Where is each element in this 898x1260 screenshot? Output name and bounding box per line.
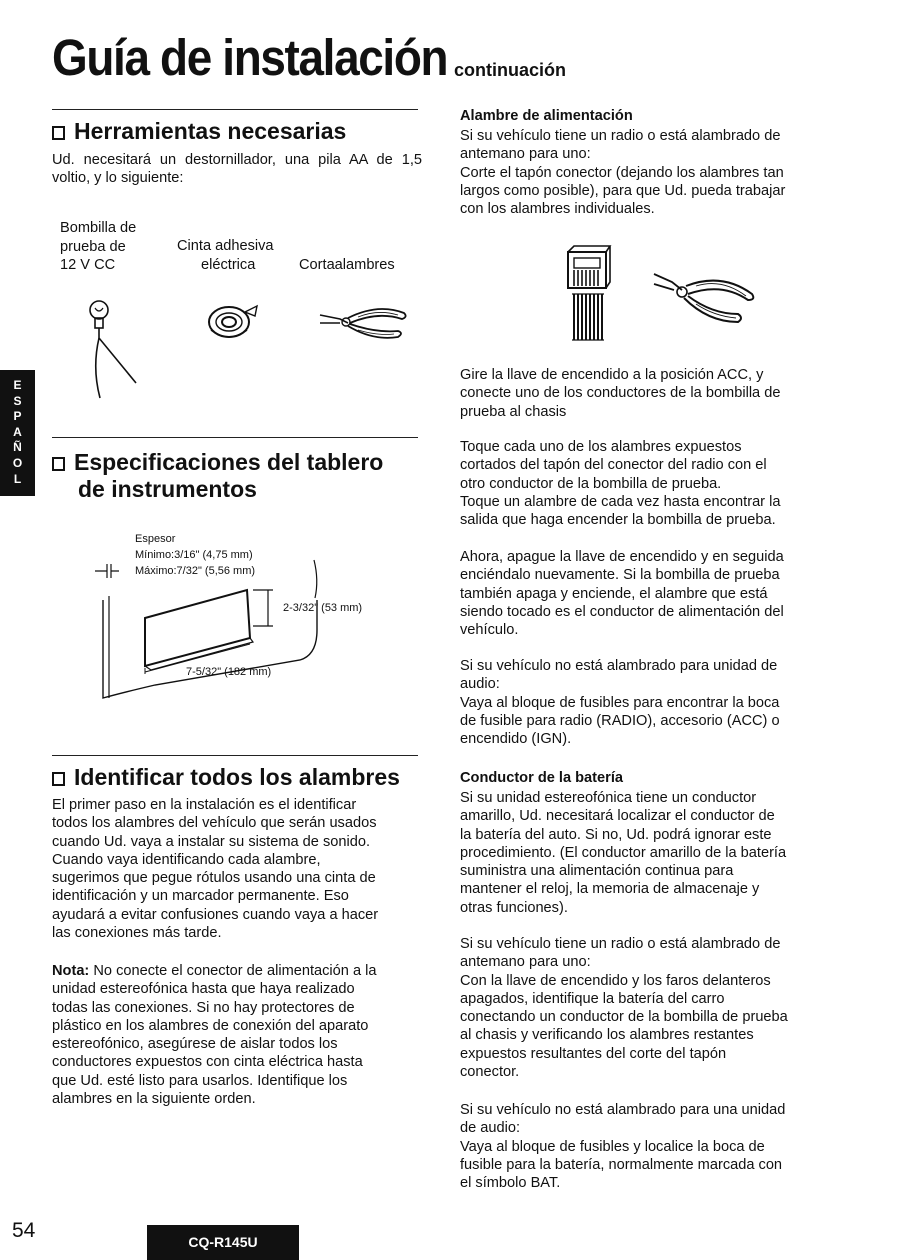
test-bulb-icon xyxy=(86,298,146,400)
identify-text: El primer paso en la instalación es el identificar todos los alambres del vehículo que serán usados cuando Ud. vaya a instalar su sistema de sonido. Cuando vaya identificando cada alambre, sugerimos que pegue rótulos usando una cinta de identificación y un marcador permanente. Eso ayudará a evitar confusiones cuando vaya a hacer las conexiones más tarde. xyxy=(52,797,379,942)
identify-heading: Identificar todos los alambres xyxy=(52,764,400,791)
language-tab-letter: A xyxy=(13,424,22,439)
thickness-label: Espesor xyxy=(135,533,176,545)
section-divider xyxy=(52,109,418,110)
language-tab-letter: E xyxy=(13,378,22,392)
section-divider xyxy=(52,755,418,756)
checkbox-icon xyxy=(52,457,65,471)
checkbox-icon xyxy=(52,772,65,786)
page-title: Guía de instalación xyxy=(52,29,448,86)
tape-label: Cinta adhesiva eléctrica xyxy=(177,238,274,273)
checkbox-icon xyxy=(52,126,65,140)
cutter-label: Cortaalambres xyxy=(299,257,395,273)
language-tab xyxy=(0,370,35,496)
opening-height: 2-3/32" (53 mm) xyxy=(283,602,363,614)
battery-paragraph-3: Si su vehículo no está alambrado para una unidad de audio: Vaya al bloque de fusibles y localice la boca de fusible para la batería, normalmente marcada con el símbolo BAT. xyxy=(460,1102,786,1192)
connector-plug-icon xyxy=(566,244,612,344)
power-paragraph-3: Toque cada uno de los alambres expuestos cortados del tapón del conector del radio con el otro conductor de la bombilla de prueba. Toque un alambre de cada vez hasta encontrar la salida que haga encender la bombilla de prueba. xyxy=(460,439,781,529)
language-tab-letter: L xyxy=(13,471,22,486)
battery-paragraph-2: Si su vehículo tiene un radio o está alambrado de antemano para uno: Con la llave de encendido y los faros delanteros apagados, identifique la batería del carro conectando un conductor de la bombilla de prueba al chasis y verificando los alambres restantes expuestos resultantes del corte del tapón conector. xyxy=(460,936,788,1081)
language-tab-letter: P xyxy=(13,409,22,424)
language-tab-letter: Ñ xyxy=(13,440,22,455)
opening-width: 7-5/32" (182 mm) xyxy=(186,666,272,678)
thickness-min: Mínimo:3/16" (4,75 mm) xyxy=(135,549,253,561)
section-divider xyxy=(52,437,418,438)
page-number: 54 xyxy=(12,1219,36,1242)
wire-cutter-icon xyxy=(652,268,760,328)
power-paragraph-1: Si su vehículo tiene un radio o está alambrado de antemano para uno: Corte el tapón conector (dejando los alambres tan largos como posible), para que Ud. pueda trabajar con los alambres individuales. xyxy=(460,128,786,218)
power-paragraph-2: Gire la llave de encendido a la posición ACC, y conecte uno de los conductores de la bombilla de prueba al chasis xyxy=(460,367,781,420)
language-tab-letter: O xyxy=(12,455,23,470)
note-label: Nota: xyxy=(52,963,90,979)
dashboard-diagram xyxy=(95,560,335,710)
wire-cutter-icon xyxy=(318,303,410,343)
tools-heading: Herramientas necesarias xyxy=(52,118,346,145)
model-label: CQ-R145U xyxy=(147,1225,299,1260)
battery-heading: Conductor de la batería xyxy=(460,770,623,786)
power-paragraph-5: Si su vehículo no está alambrado para unidad de audio: Vaya al bloque de fusibles para encontrar la boca de fusible para radio (RADIO), accesorio (ACC) o encendido (IGN). xyxy=(460,658,780,748)
page-subtitle: continuación xyxy=(454,60,566,80)
power-heading: Alambre de alimentación xyxy=(460,108,633,124)
electrical-tape-icon xyxy=(205,300,261,342)
bulb-label: Bombilla de prueba de 12 V CC xyxy=(60,220,137,273)
tools-intro: Ud. necesitará un destornillador, una pila AA de 1,5 voltio, y lo siguiente: xyxy=(52,152,422,187)
language-tab-letter: S xyxy=(13,393,22,408)
thickness-max: Máximo:7/32" (5,56 mm) xyxy=(135,565,256,577)
dashboard-heading: Especificaciones del tablero de instrumentos xyxy=(52,449,383,503)
identify-note: Nota: No conecte el conector de alimentación a la unidad estereofónica hasta que haya realizado todas las conexiones. Si no hay protectores de plástico en los alambres de conexión del aparato estereofónico, asegúrese de aislar todos los conductores expuestos con cinta eléctrica hasta que Ud. esté listo para usarlos. Identifique los alambres en la siguiente orden. xyxy=(52,963,377,1108)
battery-paragraph-1: Si su unidad estereofónica tiene un conductor amarillo, Ud. necesitará localizar el conductor de la batería del auto. Si no, Ud. podrá ignorar este procedimiento. (El conductor amarillo de la batería suministra una alimentación continua para mantener el reloj, la memoria de almacenaje y otras funciones). xyxy=(460,790,787,916)
power-paragraph-4: Ahora, apague la llave de encendido y en seguida enciéndalo nuevamente. Si la bombilla de prueba también apaga y enciende, el alambre que está siendo tocado es el conductor de alimentación del vehículo. xyxy=(460,549,784,639)
